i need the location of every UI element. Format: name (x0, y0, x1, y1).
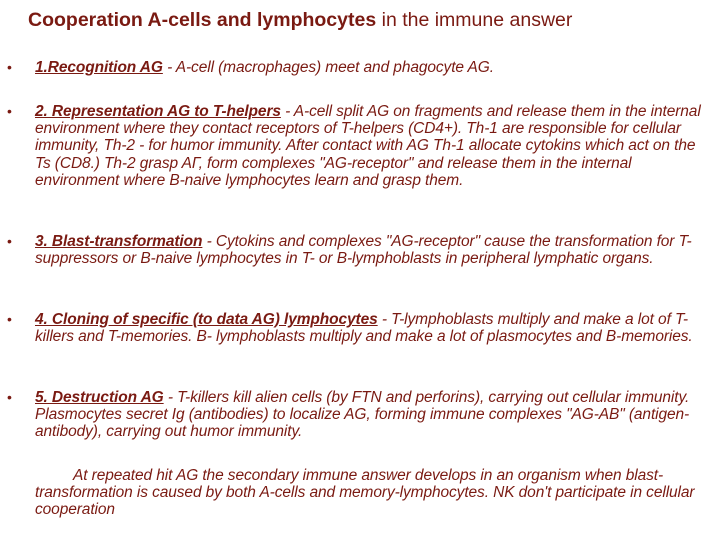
title-normal-part: in the immune answer (376, 9, 573, 31)
list-item-body: - T-killers kill alien cells (by FTN and perforins), carrying out cellular immunity. Plasmocytes secret Ig (antibodies) to localize AG, forming immune complexes "AG-AB" (antigen-antibody), carrying out humor immunity. (35, 389, 690, 441)
bullet-icon: • (7, 59, 12, 75)
list-item-body: - A-cell (macrophages) meet and phagocyte AG. (162, 59, 494, 76)
list-item-heading: 4. Cloning of specific (to data AG) lymphocytes (35, 311, 378, 328)
list-item-body: - Cytokins and complexes "AG-receptor" cause the transformation for T-suppressors or B-naive lymphocytes in T- or B-lymphoblasts in peripheral lymphatic organs. (35, 233, 692, 268)
list-item-heading: 5. Destruction AG (35, 389, 164, 406)
list-item-text (35, 59, 710, 76)
list-item-heading: 1.Recognition AG (35, 59, 163, 76)
list-item-text (35, 103, 710, 189)
list-item-body: - A-cell split AG on fragments and release them in the internal environment where they contact receptors of T-helpers (CD4+). Th-1 are responsible for cellular immunity, Th-2 - for humor immunity. After contact with AG Th-1 allocate cytokins which act on the Ts (CD8.) Th-2 grasp AГ, form complexes "AG-receptor" and release them in the internal environment where B-naive lymphocytes learn and grasp them. (35, 103, 701, 189)
list-item-text (35, 233, 710, 267)
bullet-icon: • (7, 389, 12, 405)
closing-paragraph: At repeated hit AG the secondary immune answer develops in an organism when blast-transformation is caused by both A-cells and memory-lymphocytes. NK don't participate in cellular cooperation (35, 467, 695, 519)
title-bold-part: Cooperation A-cells and lymphocytes (28, 9, 377, 31)
slide-title (28, 8, 708, 32)
list-item-heading: 2. Representation AG to T-helpers (35, 103, 281, 120)
bullet-icon: • (7, 233, 12, 249)
list-item-text (35, 311, 710, 345)
list-item-heading: 3. Blast-transformation (35, 233, 203, 250)
list-item-text (35, 389, 710, 441)
bullet-icon: • (7, 311, 12, 327)
bullet-icon: • (7, 103, 12, 119)
list-item-body: - T-lymphoblasts multiply and make a lot of T-killers and T-memories. B- lymphoblasts multiply and make a lot of plasmocytes and B-memories. (35, 311, 693, 346)
